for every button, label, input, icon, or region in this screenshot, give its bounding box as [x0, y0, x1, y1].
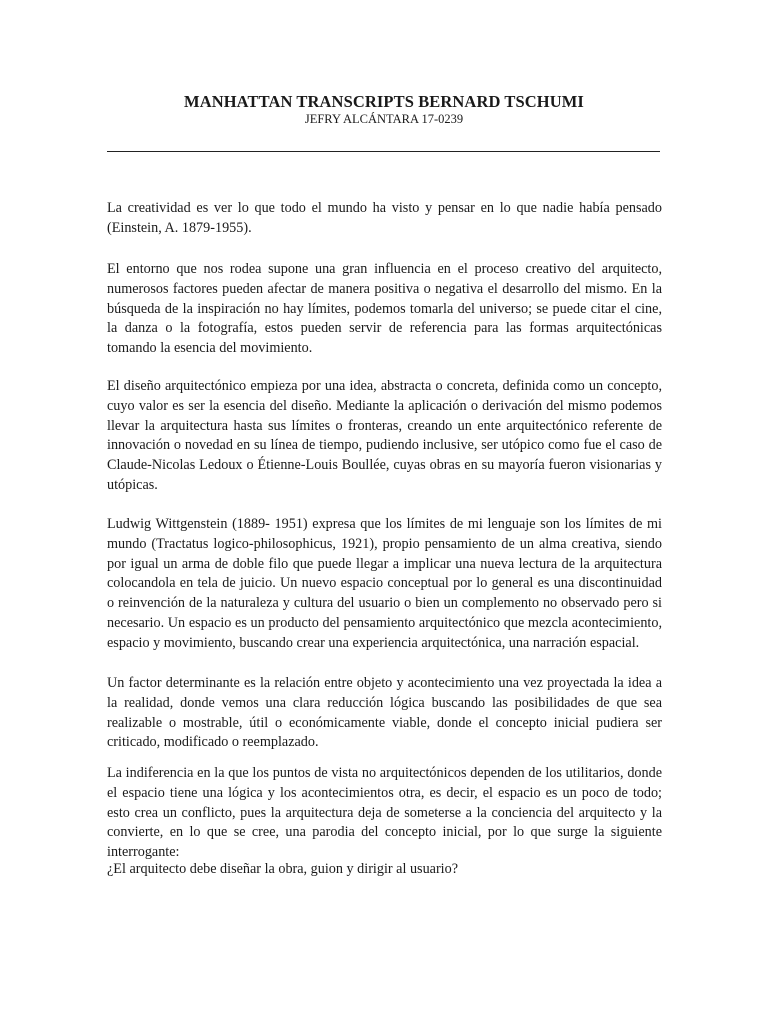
- paragraph-6: La indiferencia en la que los puntos de vista no arquitectónicos dependen de los utilitarios, donde el espacio tiene una lógica y los acontecimientos otra, es decir, el espacio es un poco de todo; esto crea un conflicto, pues la arquitectura deja de someterse a la conciencia del arquitecto y la convierte, en lo que se cree, una parodia del concepto inicial, por lo que surge la siguiente interrogante:: [107, 765, 662, 861]
- document-title: MANHATTAN TRANSCRIPTS BERNARD TSCHUMI: [184, 92, 584, 111]
- paragraph-4: Ludwig Wittgenstein (1889- 1951) expresa que los límites de mi lenguaje son los límites de mi mundo (Tractatus logico-philosophicus, 1921), propio pensamiento de un alma creativa, siendo por igual un arma de doble filo que puede llegar a implicar una nueva lectura de la arquitectura colocandola en tela de juicio. Un nuevo espacio conceptual por lo general es una discontinuidad o reinvención de la naturaleza y cultura del usuario o bien un complemento no observado pero si necesario. Un espacio es un producto del pensamiento arquitectónico que mezcla acontecimiento, espacio y movimiento, buscando crear una experiencia arquitectónica, una narración espacial.: [107, 516, 662, 651]
- author-line: JEFRY ALCÁNTARA 17-0239: [304, 112, 464, 126]
- paragraph-1: La creatividad es ver lo que todo el mundo ha visto y pensar en lo que nadie había pensado (Einstein, A. 1879-1955).: [107, 200, 662, 236]
- header-divider: [107, 151, 660, 152]
- closing-question: ¿El arquitecto debe diseñar la obra, guion y dirigir al usuario?: [107, 861, 459, 877]
- paragraph-3: El diseño arquitectónico empieza por una idea, abstracta o concreta, definida como un concepto, cuyo valor es ser la esencia del diseño. Mediante la aplicación o derivación del mismo podemos llevar la arquitectura hasta sus límites o fronteras, creando un ente arquitectónico referente de innovación o novedad en su línea de tiempo, pudiendo inclusive, ser utópico como fue el caso de Claude-Nicolas Ledoux o Étienne-Louis Boullée, cuyas obras en su mayoría fueron visionarias y utópicas.: [107, 378, 662, 493]
- paragraph-2: El entorno que nos rodea supone una gran influencia en el proceso creativo del arquitecto, numerosos factores pueden afectar de manera positiva o negativa el desarrollo del mismo. En la búsqueda de la inspiración no hay límites, podemos tomarla del universo; se puede citar el cine, la danza o la fotografía, estos pueden servir de referencia para las formas arquitectónicas tomando la esencia del movimiento.: [107, 261, 662, 357]
- paragraph-5: Un factor determinante es la relación entre objeto y acontecimiento una vez proyectada la idea a la realidad, donde vemos una clara reducción lógica buscando las posibilidades de que sea realizable o mostrable, útil o económicamente viable, donde el concepto inicial pudiera ser criticado, modificado o reemplazado.: [107, 675, 662, 751]
